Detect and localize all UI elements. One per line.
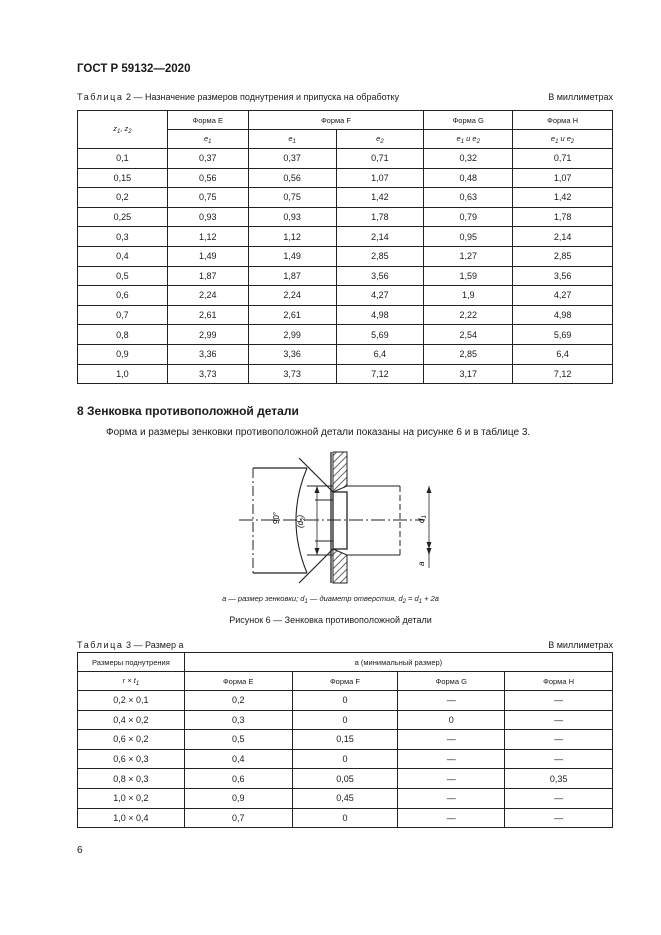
table-cell: 7,12 xyxy=(513,364,613,384)
table-row xyxy=(78,344,613,364)
table-cell: 1,12 xyxy=(167,227,248,247)
table2-units: В миллиметрах xyxy=(548,92,613,102)
table-cell: 2,85 xyxy=(424,344,513,364)
table-cell: 0,5 xyxy=(184,730,292,750)
table-row xyxy=(78,788,613,808)
table-row xyxy=(78,149,613,169)
table-cell: 2,99 xyxy=(167,325,248,345)
table-cell: 0,95 xyxy=(424,227,513,247)
table-cell: 3,56 xyxy=(336,266,424,286)
d1-label: $d_1$ xyxy=(417,515,428,523)
table-cell: 0,4 xyxy=(78,246,168,266)
table-cell: 2,85 xyxy=(336,246,424,266)
table-row xyxy=(78,207,613,227)
table-cell: 1,42 xyxy=(513,188,613,208)
table-cell: 6,4 xyxy=(513,344,613,364)
table2-header-z xyxy=(78,111,168,149)
table-cell: 0,48 xyxy=(424,168,513,188)
table-cell: 3,73 xyxy=(248,364,336,384)
table-cell: 0,45 xyxy=(292,788,398,808)
table-cell: 2,24 xyxy=(167,286,248,306)
table-row xyxy=(78,305,613,325)
section-8-paragraph: Форма и размеры зенковки противоположной детали показаны на рисунке 6 и в таблице 3. xyxy=(106,427,531,438)
table-cell: 2,99 xyxy=(248,325,336,345)
table-row xyxy=(78,227,613,247)
table-cell: — xyxy=(505,808,613,828)
table-cell: 4,98 xyxy=(513,305,613,325)
table-cell: 3,36 xyxy=(167,344,248,364)
table-cell: 1,87 xyxy=(248,266,336,286)
hole-outline xyxy=(315,486,400,555)
table-cell: 0,4 xyxy=(184,749,292,769)
table3-units: В миллиметрах xyxy=(548,640,613,650)
table-cell: 6,4 xyxy=(336,344,424,364)
table-row xyxy=(78,730,613,750)
table-cell: 1,07 xyxy=(336,168,424,188)
table3-header-main: Размеры поднутрения xyxy=(78,653,185,672)
table-cell: 3,73 xyxy=(167,364,248,384)
table-cell: 1,0 × 0,4 xyxy=(78,808,185,828)
table-cell: 2,14 xyxy=(336,227,424,247)
table3-form-e: Форма E xyxy=(184,672,292,691)
table3-header-group: a (минимальный размер) xyxy=(184,653,612,672)
table-cell: 0,6 × 0,3 xyxy=(78,749,185,769)
table-cell: 4,27 xyxy=(336,286,424,306)
table-row xyxy=(78,266,613,286)
table-cell: — xyxy=(398,730,505,750)
table3-caption xyxy=(77,640,183,650)
table-row xyxy=(78,769,613,789)
table-cell: 0,56 xyxy=(167,168,248,188)
table-cell: 1,78 xyxy=(513,207,613,227)
table-cell: 1,59 xyxy=(424,266,513,286)
figure6-legend xyxy=(0,594,661,605)
table2-caption xyxy=(77,92,399,102)
table2-caption-text: 2 — Назначение размеров поднутрения и припуска на обработку xyxy=(126,92,400,102)
table-cell: 2,22 xyxy=(424,305,513,325)
table-row xyxy=(78,808,613,828)
table-cell: 0,15 xyxy=(292,730,398,750)
table3 xyxy=(77,652,613,828)
table-cell: 0 xyxy=(292,691,398,711)
table-cell: 1,78 xyxy=(336,207,424,227)
table-cell: 1,49 xyxy=(248,246,336,266)
table-cell: 0,25 xyxy=(78,207,168,227)
table-cell: 0,8 × 0,3 xyxy=(78,769,185,789)
table-row xyxy=(78,246,613,266)
table-cell: 1,27 xyxy=(424,246,513,266)
table-cell: 0,93 xyxy=(248,207,336,227)
figure6-caption: Рисунок 6 — Зенковка противоположной детали xyxy=(229,615,432,625)
table2-form-e: Форма E xyxy=(167,111,248,130)
table3-form-g: Форма G xyxy=(398,672,505,691)
table-cell: 5,69 xyxy=(513,325,613,345)
page-number: 6 xyxy=(77,845,83,856)
table-cell: 3,17 xyxy=(424,364,513,384)
table-cell: 0,56 xyxy=(248,168,336,188)
table2-subheader: $e_1$ xyxy=(167,130,248,149)
table-cell: 0,6 xyxy=(184,769,292,789)
table-cell: — xyxy=(398,691,505,711)
table-cell: 0,79 xyxy=(424,207,513,227)
table-cell: — xyxy=(398,769,505,789)
table-cell: 0,75 xyxy=(167,188,248,208)
table-cell: 0,4 × 0,2 xyxy=(78,710,185,730)
table-cell: 5,69 xyxy=(336,325,424,345)
table-cell: 1,12 xyxy=(248,227,336,247)
table2-form-g: Форма G xyxy=(424,111,513,130)
table-row xyxy=(78,325,613,345)
table2-form-f: Форма F xyxy=(248,111,424,130)
table-cell: 2,24 xyxy=(248,286,336,306)
table-cell: — xyxy=(398,808,505,828)
table-cell: 0,3 xyxy=(78,227,168,247)
table-cell: 2,61 xyxy=(248,305,336,325)
legend-formatted: a — размер зенковки; $d_1$ — диаметр отверстия, $d_2 = d_1 + 2a$ xyxy=(222,594,439,605)
document-code: ГОСТ Р 59132—2020 xyxy=(77,63,191,75)
table2-subheader: $e_1$ и $e_2$ xyxy=(513,130,613,149)
table-cell: 0,2 xyxy=(78,188,168,208)
table-row xyxy=(78,188,613,208)
angle-label: 90° xyxy=(272,511,281,524)
table-cell: 1,49 xyxy=(167,246,248,266)
table-cell: 0,37 xyxy=(248,149,336,169)
table-cell: 0,1 xyxy=(78,149,168,169)
table-cell: — xyxy=(398,788,505,808)
table2-subheader: $e_1$ и $e_2$ xyxy=(424,130,513,149)
table-cell: 0,6 × 0,2 xyxy=(78,730,185,750)
table-cell: 0,05 xyxy=(292,769,398,789)
table-cell: — xyxy=(505,710,613,730)
table-cell: 0,2 × 0,1 xyxy=(78,691,185,711)
table-cell: 2,54 xyxy=(424,325,513,345)
table3-caption-text: 3 — Размер a xyxy=(126,640,184,650)
table-cell: 0 xyxy=(292,808,398,828)
table2-subheader: $e_2$ xyxy=(336,130,424,149)
table3-form-h: Форма H xyxy=(505,672,613,691)
table2 xyxy=(77,110,613,384)
table-cell: 0,8 xyxy=(78,325,168,345)
table-cell: 1,9 xyxy=(424,286,513,306)
a-label: a xyxy=(417,561,426,566)
part-body xyxy=(253,458,333,583)
table2-caption-prefix: Таблица xyxy=(77,92,124,102)
table-cell: 3,36 xyxy=(248,344,336,364)
table-cell: 1,07 xyxy=(513,168,613,188)
table-cell: 0,2 xyxy=(184,691,292,711)
table-cell: 0,6 xyxy=(78,286,168,306)
dimension-lines xyxy=(315,486,432,568)
table3-header-sub: $r \times t_1$ xyxy=(78,672,185,691)
table-cell: 2,61 xyxy=(167,305,248,325)
table-cell: 0,35 xyxy=(505,769,613,789)
table-cell: 0,15 xyxy=(78,168,168,188)
table-row xyxy=(78,749,613,769)
table-cell: 0,7 xyxy=(78,305,168,325)
table-cell: 0,3 xyxy=(184,710,292,730)
table3-form-f: Форма F xyxy=(292,672,398,691)
table-cell: 1,87 xyxy=(167,266,248,286)
table-cell: 4,27 xyxy=(513,286,613,306)
table2-form-h: Форма H xyxy=(513,111,613,130)
d2-label: $(d_2)$ xyxy=(296,514,307,528)
table-cell: 0,93 xyxy=(167,207,248,227)
table-cell: — xyxy=(505,730,613,750)
table-cell: — xyxy=(505,788,613,808)
table-row xyxy=(78,364,613,384)
table-cell: 0,75 xyxy=(248,188,336,208)
table-cell: 0 xyxy=(292,710,398,730)
table-row xyxy=(78,286,613,306)
table-row xyxy=(78,691,613,711)
table-cell: 0,37 xyxy=(167,149,248,169)
table-cell: 3,56 xyxy=(513,266,613,286)
table-row xyxy=(78,168,613,188)
z-symbols: $z_1$, $z_2$ xyxy=(113,124,132,135)
table-cell: 0,71 xyxy=(513,149,613,169)
table-cell: 1,0 × 0,2 xyxy=(78,788,185,808)
table-cell: 1,0 xyxy=(78,364,168,384)
table-cell: 0,71 xyxy=(336,149,424,169)
table-cell: 1,42 xyxy=(336,188,424,208)
table-row xyxy=(78,710,613,730)
table2-subheader: $e_1$ xyxy=(248,130,336,149)
table-cell: 2,85 xyxy=(513,246,613,266)
table-cell: 0,5 xyxy=(78,266,168,286)
table-cell: 0 xyxy=(398,710,505,730)
section-8-title: 8 Зенковка противоположной детали xyxy=(77,404,299,418)
table-cell: 0,9 xyxy=(78,344,168,364)
table-cell: 7,12 xyxy=(336,364,424,384)
table-cell: 0,9 xyxy=(184,788,292,808)
table-cell: — xyxy=(398,749,505,769)
table-cell: — xyxy=(505,691,613,711)
table3-caption-prefix: Таблица xyxy=(77,640,124,650)
table-cell: 0,7 xyxy=(184,808,292,828)
countersink-drawing xyxy=(225,450,440,585)
table-cell: 0 xyxy=(292,749,398,769)
table-cell: 0,63 xyxy=(424,188,513,208)
table-cell: 0,32 xyxy=(424,149,513,169)
table-cell: 4,98 xyxy=(336,305,424,325)
table-cell: — xyxy=(505,749,613,769)
table-cell: 2,14 xyxy=(513,227,613,247)
